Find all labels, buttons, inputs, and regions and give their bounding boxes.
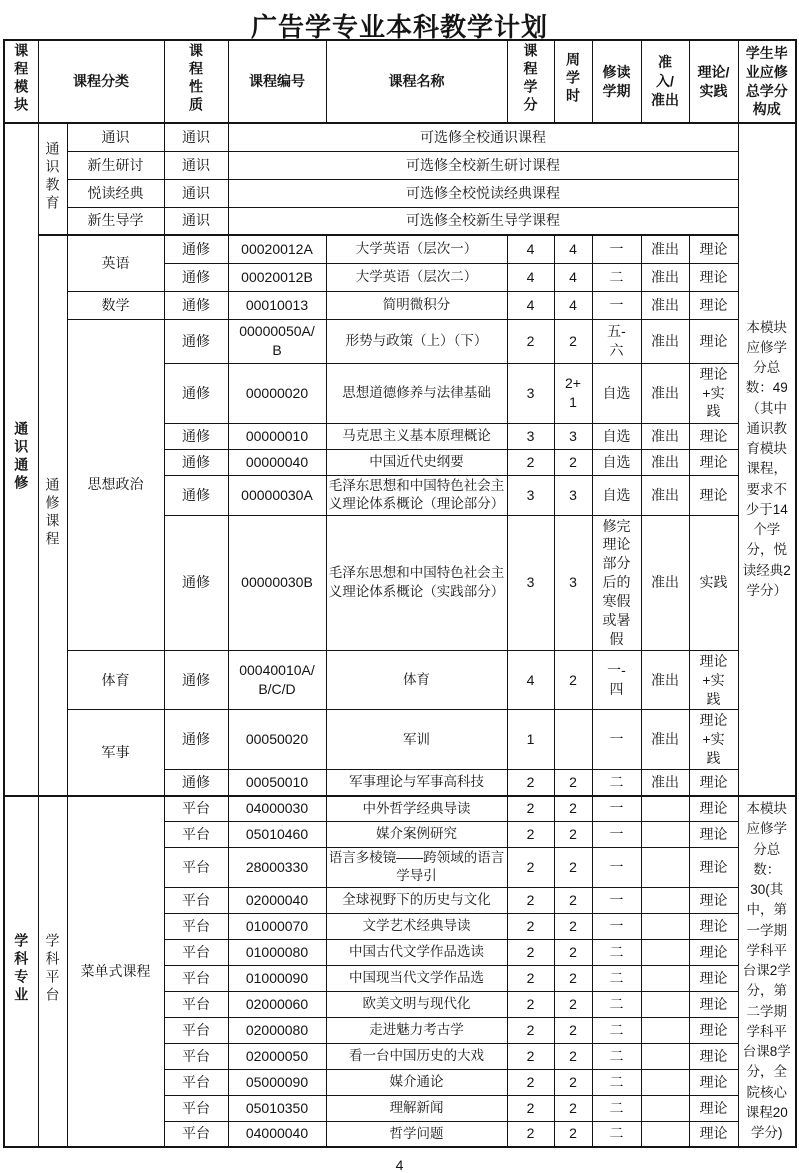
name-cell: 中国近代史纲要: [326, 449, 507, 475]
credits-cell: 2: [507, 1121, 554, 1147]
entry-cell: [641, 1043, 689, 1069]
theory-cell: 理论: [689, 1121, 738, 1147]
theory-cell: 理论: [689, 1095, 738, 1121]
nature-cell: 通修: [164, 650, 228, 710]
semester-cell: 自选: [592, 449, 641, 475]
col-header-module: 课程模块: [4, 40, 38, 123]
semester-cell: 二: [592, 939, 641, 965]
col-header-nature: 课程性质: [164, 40, 228, 123]
entry-cell: [641, 1121, 689, 1147]
semester-cell: 一: [592, 291, 641, 319]
hours-cell: 2: [554, 887, 592, 913]
module-cell: 通识通修: [4, 123, 38, 796]
nature-cell: 平台: [164, 848, 228, 887]
nature-cell: 通修: [164, 319, 228, 363]
semester-cell: 修完理论部分后的寒假或暑假: [592, 515, 641, 650]
subcategory-cell: 学科平台: [38, 796, 67, 1147]
name-cell: 大学英语（层次一）: [326, 235, 507, 263]
name-cell: 军事理论与军事高科技: [326, 770, 507, 796]
entry-cell: 准出: [641, 291, 689, 319]
credits-cell: 2: [507, 1043, 554, 1069]
credits-cell: 2: [507, 770, 554, 796]
credits-cell: 2: [507, 913, 554, 939]
header-row: [4, 40, 796, 123]
name-cell: 哲学问题: [326, 1121, 507, 1147]
entry-cell: [641, 939, 689, 965]
code-cell: 01000070: [228, 913, 326, 939]
name-cell: 毛泽东思想和中国特色社会主义理论体系概论（实践部分）: [326, 515, 507, 650]
hours-cell: 2: [554, 1017, 592, 1043]
code-cell: 00020012A: [228, 235, 326, 263]
category-cell: 数学: [67, 291, 164, 319]
hours-cell: 2: [554, 1121, 592, 1147]
name-cell: 走进魅力考古学: [326, 1017, 507, 1043]
table-row: [4, 291, 796, 319]
table-row: [4, 650, 796, 710]
name-cell: 全球视野下的历史与文化: [326, 887, 507, 913]
credits-cell: 2: [507, 449, 554, 475]
code-cell: 04000040: [228, 1121, 326, 1147]
col-header-theory-practice: 理论/实践: [689, 40, 738, 123]
code-cell: 00000030B: [228, 515, 326, 650]
entry-cell: [641, 1069, 689, 1095]
semester-cell: 二: [592, 1069, 641, 1095]
nature-cell: 平台: [164, 1069, 228, 1095]
code-cell: 01000080: [228, 939, 326, 965]
span-note-cell: 可选修全校新生研讨课程: [228, 151, 738, 179]
credits-cell: 2: [507, 1095, 554, 1121]
theory-cell: 理论: [689, 965, 738, 991]
entry-cell: [641, 887, 689, 913]
theory-cell: 理论: [689, 1043, 738, 1069]
name-cell: 看一台中国历史的大戏: [326, 1043, 507, 1069]
nature-cell: 通修: [164, 291, 228, 319]
semester-cell: 五-六: [592, 319, 641, 363]
name-cell: 简明微积分: [326, 291, 507, 319]
theory-cell: 理论: [689, 822, 738, 848]
hours-cell: 2: [554, 1043, 592, 1069]
entry-cell: 准出: [641, 263, 689, 291]
name-cell: 中国古代文学作品选读: [326, 939, 507, 965]
entry-cell: 准出: [641, 770, 689, 796]
col-header-code: 课程编号: [228, 40, 326, 123]
nature-cell: 通修: [164, 363, 228, 423]
entry-cell: 准出: [641, 710, 689, 770]
span-note-cell: 可选修全校悦读经典课程: [228, 179, 738, 207]
theory-cell: 理论: [689, 913, 738, 939]
code-cell: 02000060: [228, 991, 326, 1017]
theory-cell: 理论: [689, 235, 738, 263]
theory-cell: 理论: [689, 423, 738, 449]
credits-cell: 3: [507, 515, 554, 650]
col-header-hours: 周学时: [554, 40, 592, 123]
category-cell: 悦读经典: [67, 179, 164, 207]
entry-cell: 准出: [641, 363, 689, 423]
col-header-name: 课程名称: [326, 40, 507, 123]
hours-cell: 3: [554, 515, 592, 650]
code-cell: 00010013: [228, 291, 326, 319]
hours-cell: 4: [554, 235, 592, 263]
nature-cell: 平台: [164, 1095, 228, 1121]
theory-cell: 实践: [689, 515, 738, 650]
theory-cell: 理论: [689, 887, 738, 913]
code-cell: 00000040: [228, 449, 326, 475]
theory-cell: 理论: [689, 475, 738, 515]
semester-cell: 二: [592, 991, 641, 1017]
entry-cell: 准出: [641, 423, 689, 449]
entry-cell: [641, 796, 689, 822]
semester-cell: 二: [592, 1043, 641, 1069]
credits-cell: 3: [507, 475, 554, 515]
theory-cell: 理论: [689, 449, 738, 475]
credits-cell: 3: [507, 363, 554, 423]
module-cell: 学科专业: [4, 796, 38, 1147]
hours-cell: 4: [554, 291, 592, 319]
note-cell: 本模块应修学分总数：30(其中，第一学期学科平台课2学分，第二学期学科平台课8学分，全院核心课程20学分): [738, 796, 796, 1147]
table-row: [4, 710, 796, 770]
code-cell: 00000050A/B: [228, 319, 326, 363]
code-cell: 02000050: [228, 1043, 326, 1069]
nature-cell: 通修: [164, 710, 228, 770]
code-cell: 00000030A: [228, 475, 326, 515]
entry-cell: 准出: [641, 475, 689, 515]
nature-cell: 平台: [164, 1043, 228, 1069]
table-row: [4, 796, 796, 822]
nature-cell: 平台: [164, 822, 228, 848]
table-row: [4, 319, 796, 363]
theory-cell: 理论: [689, 796, 738, 822]
hours-cell: 3: [554, 475, 592, 515]
theory-cell: 理论: [689, 319, 738, 363]
entry-cell: 准出: [641, 235, 689, 263]
subcategory-cell: 通识教育: [38, 123, 67, 235]
nature-cell: 通修: [164, 235, 228, 263]
nature-cell: 平台: [164, 939, 228, 965]
name-cell: 大学英语（层次二）: [326, 263, 507, 291]
entry-cell: [641, 1017, 689, 1043]
table-row: [4, 179, 796, 207]
hours-cell: 2: [554, 796, 592, 822]
credits-cell: 4: [507, 291, 554, 319]
entry-cell: 准出: [641, 650, 689, 710]
nature-cell: 通识: [164, 207, 228, 235]
code-cell: 00050020: [228, 710, 326, 770]
nature-cell: 平台: [164, 796, 228, 822]
table-row: [4, 123, 796, 151]
name-cell: 文学艺术经典导读: [326, 913, 507, 939]
code-cell: 00020012B: [228, 263, 326, 291]
name-cell: 思想道德修养与法律基础: [326, 363, 507, 423]
code-cell: 04000030: [228, 796, 326, 822]
category-cell: 菜单式课程: [67, 796, 164, 1147]
code-cell: 00040010A/B/C/D: [228, 650, 326, 710]
name-cell: 军训: [326, 710, 507, 770]
hours-cell: 2: [554, 1069, 592, 1095]
semester-cell: 一: [592, 913, 641, 939]
semester-cell: 一: [592, 848, 641, 887]
entry-cell: [641, 913, 689, 939]
hours-cell: 2: [554, 650, 592, 710]
name-cell: 媒介案例研究: [326, 822, 507, 848]
semester-cell: 一: [592, 796, 641, 822]
name-cell: 理解新闻: [326, 1095, 507, 1121]
theory-cell: 理论: [689, 1069, 738, 1095]
code-cell: 00000020: [228, 363, 326, 423]
code-cell: 05010350: [228, 1095, 326, 1121]
credits-cell: 1: [507, 710, 554, 770]
hours-cell: 2: [554, 913, 592, 939]
theory-cell: 理论: [689, 939, 738, 965]
category-cell: 新生导学: [67, 207, 164, 235]
name-cell: 体育: [326, 650, 507, 710]
hours-cell: 2: [554, 822, 592, 848]
nature-cell: 平台: [164, 1017, 228, 1043]
code-cell: 28000330: [228, 848, 326, 887]
semester-cell: 一: [592, 235, 641, 263]
entry-cell: [641, 822, 689, 848]
hours-cell: 2: [554, 848, 592, 887]
category-cell: 体育: [67, 650, 164, 710]
semester-cell: 一-四: [592, 650, 641, 710]
credits-cell: 4: [507, 263, 554, 291]
semester-cell: 自选: [592, 475, 641, 515]
theory-cell: 理论+实践: [689, 650, 738, 710]
credits-cell: 2: [507, 1069, 554, 1095]
code-cell: 02000080: [228, 1017, 326, 1043]
semester-cell: 一: [592, 887, 641, 913]
col-header-note: 学生毕业应修总学分构成: [738, 40, 796, 123]
name-cell: 马克思主义基本原理概论: [326, 423, 507, 449]
credits-cell: 4: [507, 650, 554, 710]
hours-cell: 2: [554, 319, 592, 363]
col-header-credits: 课程学分: [507, 40, 554, 123]
nature-cell: 平台: [164, 887, 228, 913]
hours-cell: 3: [554, 423, 592, 449]
credits-cell: 2: [507, 319, 554, 363]
code-cell: 05010460: [228, 822, 326, 848]
semester-cell: 二: [592, 1121, 641, 1147]
hours-cell: [554, 710, 592, 770]
theory-cell: 理论: [689, 770, 738, 796]
credits-cell: 2: [507, 939, 554, 965]
theory-cell: 理论: [689, 291, 738, 319]
nature-cell: 通修: [164, 263, 228, 291]
name-cell: 语言多棱镜——跨领域的语言学导引: [326, 848, 507, 887]
code-cell: 00050010: [228, 770, 326, 796]
code-cell: 01000090: [228, 965, 326, 991]
entry-cell: 准出: [641, 319, 689, 363]
hours-cell: 4: [554, 263, 592, 291]
hours-cell: 2: [554, 991, 592, 1017]
name-cell: 中外哲学经典导读: [326, 796, 507, 822]
nature-cell: 通修: [164, 449, 228, 475]
credits-cell: 4: [507, 235, 554, 263]
entry-cell: [641, 965, 689, 991]
teaching-plan-table: [3, 39, 797, 1148]
code-cell: 00000010: [228, 423, 326, 449]
nature-cell: 通识: [164, 151, 228, 179]
table-row: [4, 151, 796, 179]
nature-cell: 平台: [164, 991, 228, 1017]
credits-cell: 2: [507, 796, 554, 822]
semester-cell: 二: [592, 1095, 641, 1121]
semester-cell: 二: [592, 770, 641, 796]
nature-cell: 通修: [164, 770, 228, 796]
semester-cell: 自选: [592, 423, 641, 449]
semester-cell: 二: [592, 965, 641, 991]
nature-cell: 平台: [164, 965, 228, 991]
entry-cell: [641, 991, 689, 1017]
theory-cell: 理论: [689, 848, 738, 887]
theory-cell: 理论+实践: [689, 710, 738, 770]
semester-cell: 一: [592, 710, 641, 770]
credits-cell: 2: [507, 822, 554, 848]
name-cell: 中国现当代文学作品选: [326, 965, 507, 991]
name-cell: 毛泽东思想和中国特色社会主义理论体系概论（理论部分）: [326, 475, 507, 515]
theory-cell: 理论: [689, 1017, 738, 1043]
entry-cell: 准出: [641, 449, 689, 475]
credits-cell: 2: [507, 1017, 554, 1043]
table-row: [4, 235, 796, 263]
subcategory-cell: 通修课程: [38, 235, 67, 796]
category-cell: 思想政治: [67, 319, 164, 650]
theory-cell: 理论: [689, 263, 738, 291]
credits-cell: 2: [507, 887, 554, 913]
name-cell: 形势与政策（上）（下）: [326, 319, 507, 363]
category-cell: 军事: [67, 710, 164, 796]
category-cell: 英语: [67, 235, 164, 291]
credits-cell: 2: [507, 848, 554, 887]
hours-cell: 2+1: [554, 363, 592, 423]
hours-cell: 2: [554, 770, 592, 796]
name-cell: 欧美文明与现代化: [326, 991, 507, 1017]
credits-cell: 3: [507, 423, 554, 449]
entry-cell: [641, 1095, 689, 1121]
note-cell: 本模块应修学分总数：49（其中通识教育模块课程，要求不少于14个学分，悦读经典2学分）: [738, 123, 796, 796]
hours-cell: 2: [554, 939, 592, 965]
nature-cell: 平台: [164, 1121, 228, 1147]
page-number: 4: [395, 1157, 404, 1173]
hours-cell: 2: [554, 965, 592, 991]
nature-cell: 通修: [164, 515, 228, 650]
span-note-cell: 可选修全校通识课程: [228, 123, 738, 151]
category-cell: 通识: [67, 123, 164, 151]
hours-cell: 2: [554, 449, 592, 475]
category-cell: 新生研讨: [67, 151, 164, 179]
code-cell: 05000090: [228, 1069, 326, 1095]
page-title: 广告学专业本科教学计划: [250, 12, 548, 42]
nature-cell: 平台: [164, 913, 228, 939]
entry-cell: 准出: [641, 515, 689, 650]
col-header-entry-exit: 准入/准出: [641, 40, 689, 123]
nature-cell: 通识: [164, 123, 228, 151]
nature-cell: 通修: [164, 423, 228, 449]
table-row: [4, 207, 796, 235]
entry-cell: [641, 848, 689, 887]
code-cell: 02000040: [228, 887, 326, 913]
col-header-category: 课程分类: [38, 40, 164, 123]
credits-cell: 2: [507, 965, 554, 991]
semester-cell: 自选: [592, 363, 641, 423]
semester-cell: 一: [592, 822, 641, 848]
hours-cell: 2: [554, 1095, 592, 1121]
nature-cell: 通修: [164, 475, 228, 515]
col-header-semester: 修读学期: [592, 40, 641, 123]
span-note-cell: 可选修全校新生导学课程: [228, 207, 738, 235]
name-cell: 媒介通论: [326, 1069, 507, 1095]
semester-cell: 二: [592, 1017, 641, 1043]
nature-cell: 通识: [164, 179, 228, 207]
theory-cell: 理论: [689, 991, 738, 1017]
theory-cell: 理论+实践: [689, 363, 738, 423]
credits-cell: 2: [507, 991, 554, 1017]
semester-cell: 二: [592, 263, 641, 291]
